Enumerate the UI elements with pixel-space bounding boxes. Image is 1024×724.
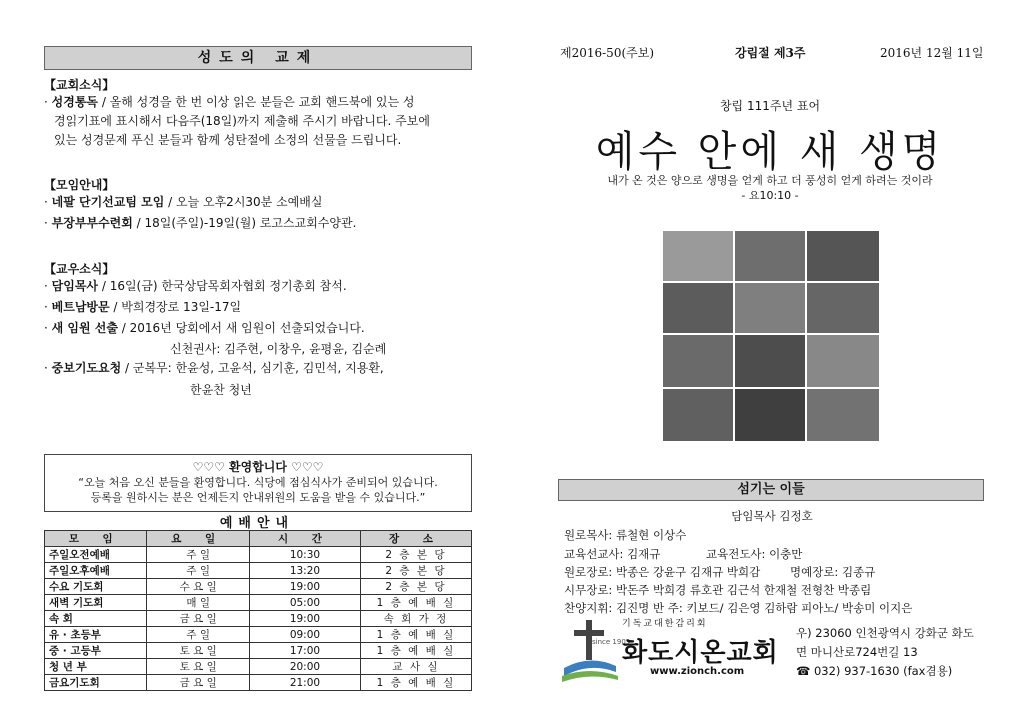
church-name: 화도시온교회 — [622, 638, 779, 668]
member-item-prayer: · 중보기도요청 / 군복무: 한윤성, 고윤석, 심기훈, 김민석, 지용환, — [44, 361, 384, 375]
table-cell: 10:30 — [249, 547, 360, 563]
table-cell: 05:00 — [249, 595, 360, 611]
table-cell: 09:00 — [249, 627, 360, 643]
church-website: www.zionch.com — [650, 666, 745, 677]
table-cell: 속 회 — [45, 611, 147, 627]
news-item-line: 있는 성경문제 푸신 분들과 함께 성탄절에 소정의 선물을 드립니다. — [54, 133, 402, 147]
address-line-2: 면 마니산로724번길 13 — [796, 645, 918, 659]
photo — [806, 230, 880, 282]
item-text: / 올해 성경을 한 번 이상 읽은 분들은 교회 핸드북에 있는 성 — [98, 95, 415, 109]
table-row — [45, 611, 472, 627]
table-cell: 20:00 — [249, 659, 360, 675]
education-evangelist: 교육전도사: 이충만 — [706, 547, 803, 561]
church-news-title: 【교회소식】 — [44, 78, 115, 92]
item-text: / 박희경장로 13일-17일 — [109, 300, 242, 314]
table-cell: 유 · 초등부 — [45, 627, 147, 643]
choir-leaders: 찬양지휘: 김진명 반 주: 키보드/ 김은영 김하람 피아노/ 박송미 이지은 — [564, 601, 913, 615]
table-cell: 금요기도회 — [45, 675, 147, 691]
motto-verse-ref: - 요10:10 - — [741, 189, 799, 202]
phone-line — [796, 663, 952, 679]
anniversary-caption: 창립 111주년 표어 — [719, 99, 821, 113]
table-cell: 매 일 — [147, 595, 249, 611]
member-item-pastor: · 담임목사 / 16일(금) 한국상담목회자협회 정기총회 참석. — [44, 279, 347, 293]
table-row — [45, 659, 472, 675]
church-photo-collage — [662, 230, 878, 440]
item-label: 베트남방문 — [51, 300, 110, 314]
since-label: since 1905 — [592, 638, 631, 646]
photo — [662, 230, 734, 282]
photo — [734, 282, 806, 334]
item-label: 성경통독 — [51, 95, 99, 109]
table-row — [45, 643, 472, 659]
motto-verse: 내가 온 것은 양으로 생명을 얻게 하고 더 풍성히 얻게 하려는 것이라 — [607, 174, 933, 187]
liturgical-season: 강림절 제3주 — [735, 46, 806, 60]
column-header: 요 일 — [147, 531, 249, 547]
table-cell: 수 요 일 — [147, 579, 249, 595]
table-row — [45, 675, 472, 691]
table-header-row — [45, 531, 472, 547]
welcome-title: ♡♡♡ 환영합니다 ♡♡♡ — [192, 460, 324, 474]
table-row — [45, 563, 472, 579]
item-label: 담임목사 — [51, 279, 99, 293]
table-cell: 토 요 일 — [147, 659, 249, 675]
church-logo — [560, 614, 790, 694]
photo — [662, 334, 734, 388]
item-text: / 2016년 당회에서 새 임원이 선출되었습니다. — [117, 321, 365, 335]
photo — [806, 388, 880, 442]
table-cell: 주일오후예배 — [45, 563, 147, 579]
table-cell: 금 요 일 — [147, 611, 249, 627]
item-label: 네팔 단기선교팀 모임 — [51, 195, 165, 209]
member-item-election: · 새 임원 선출 / 2016년 당회에서 새 임원이 선출되었습니다. — [44, 321, 365, 335]
item-text: / 18일(주일)-19일(월) 로고스교회수양관. — [132, 216, 357, 230]
denomination-label: 기독교대한감리회 — [622, 619, 708, 629]
photo — [734, 388, 806, 442]
table-cell: 주 일 — [147, 547, 249, 563]
honorary-elder: 명예장로: 김종규 — [790, 565, 876, 579]
column-header: 모 임 — [45, 531, 147, 547]
issue-number: 제2016-50(주보) — [560, 46, 655, 60]
welcome-box — [44, 454, 472, 512]
servants-header: 섬기는 이들 — [558, 479, 984, 501]
column-header: 장 소 — [360, 531, 471, 547]
worship-schedule-table — [44, 530, 472, 691]
table-cell: 주 일 — [147, 627, 249, 643]
table-cell: 19:00 — [249, 611, 360, 627]
annual-motto: 예수 안에 새 생명 — [595, 128, 945, 177]
table-cell: 토 요 일 — [147, 643, 249, 659]
table-cell: 1 층 예 배 실 — [360, 595, 471, 611]
table-cell: 1 층 예 배 실 — [360, 675, 471, 691]
active-elders: 시무장로: 박돈주 박희경 류호관 김근석 한재철 전형찬 박종림 — [564, 583, 872, 597]
senior-pastor: 담임목사 김정호 — [731, 509, 813, 523]
photo — [662, 282, 734, 334]
photo — [806, 334, 880, 388]
item-label: 중보기도요청 — [51, 361, 122, 375]
member-item-election-sub: 신천권사: 김주현, 이창우, 윤평윤, 김순례 — [170, 342, 387, 356]
column-header: 시 간 — [249, 531, 360, 547]
phone-icon: ☎ — [796, 664, 811, 678]
meeting-item-nepal: · 네팔 단기선교팀 모임 / 오늘 오후2시30분 소예배실 — [44, 195, 323, 209]
table-row — [45, 595, 472, 611]
address-line-1: 우) 23060 인천광역시 강화군 화도 — [796, 626, 974, 640]
table-cell: 21:00 — [249, 675, 360, 691]
table-cell: 1 층 예 배 실 — [360, 627, 471, 643]
item-text: / 오늘 오후2시30분 소예배실 — [164, 195, 323, 209]
table-cell: 2 층 본 당 — [360, 563, 471, 579]
cross-logo-icon — [560, 618, 620, 688]
photo — [734, 334, 806, 388]
photo — [734, 230, 806, 282]
table-cell: 주 일 — [147, 563, 249, 579]
item-label: 부장부부수련회 — [51, 216, 133, 230]
table-cell: 13:20 — [249, 563, 360, 579]
table-row — [45, 627, 472, 643]
news-item-bible-reading: · 성경통독 / 올해 성경을 한 번 이상 읽은 분들은 교회 핸드북에 있는 성 — [44, 95, 415, 109]
bulletin-date: 2016년 12월 11일 — [880, 46, 984, 60]
meeting-item-retreat: · 부장부부수련회 / 18일(주일)-19일(월) 로고스교회수양관. — [44, 216, 357, 230]
table-row — [45, 547, 472, 563]
table-cell: 17:00 — [249, 643, 360, 659]
photo — [662, 388, 734, 442]
table-cell: 금 요 일 — [147, 675, 249, 691]
table-cell: 속 회 가 정 — [360, 611, 471, 627]
table-row — [45, 579, 472, 595]
table-cell: 2 층 본 당 — [360, 547, 471, 563]
table-cell: 교 사 실 — [360, 659, 471, 675]
fellowship-header: 성도의 교제 — [44, 46, 472, 70]
item-label: 새 임원 선출 — [51, 321, 118, 335]
welcome-line-2: 등록을 원하시는 분은 언제든지 안내위원의 도움을 받을 수 있습니다.” — [90, 491, 426, 504]
table-cell: 중 · 고등부 — [45, 643, 147, 659]
emeritus-pastors: 원로목사: 류철현 이상수 — [564, 528, 687, 542]
table-cell: 1 층 예 배 실 — [360, 643, 471, 659]
member-item-vietnam: · 베트남방문 / 박희경장로 13일-17일 — [44, 300, 242, 314]
table-cell: 수요 기도회 — [45, 579, 147, 595]
member-item-prayer-sub: 한윤찬 청년 — [190, 383, 252, 397]
photo — [806, 282, 880, 334]
phone-number: 032) 937-1630 (fax겸용) — [813, 664, 953, 678]
table-cell: 19:00 — [249, 579, 360, 595]
education-missionary: 교육선교사: 김재규 — [564, 547, 661, 561]
table-cell: 청 년 부 — [45, 659, 147, 675]
table-cell: 2 층 본 당 — [360, 579, 471, 595]
news-item-line: 경읽기표에 표시해서 다음주(18일)까지 제출해 주시기 바랍니다. 주보에 — [54, 114, 430, 128]
emeritus-elders: 원로장로: 박종은 강윤구 김재규 박희감 — [564, 565, 761, 579]
worship-title: 예배안내 — [219, 516, 295, 531]
table-cell: 새벽 기도회 — [45, 595, 147, 611]
table-cell: 주일오전예배 — [45, 547, 147, 563]
members-news-title: 【교우소식】 — [44, 262, 115, 276]
item-text: / 16일(금) 한국상담목회자협회 정기총회 참석. — [98, 279, 347, 293]
item-text: / 군복무: 한윤성, 고윤석, 심기훈, 김민석, 지용환, — [121, 361, 384, 375]
welcome-line-1: “오늘 처음 오신 분들을 환영합니다. 식당에 점심식사가 준비되어 있습니다. — [78, 476, 438, 489]
meetings-title: 【모임안내】 — [44, 178, 115, 192]
